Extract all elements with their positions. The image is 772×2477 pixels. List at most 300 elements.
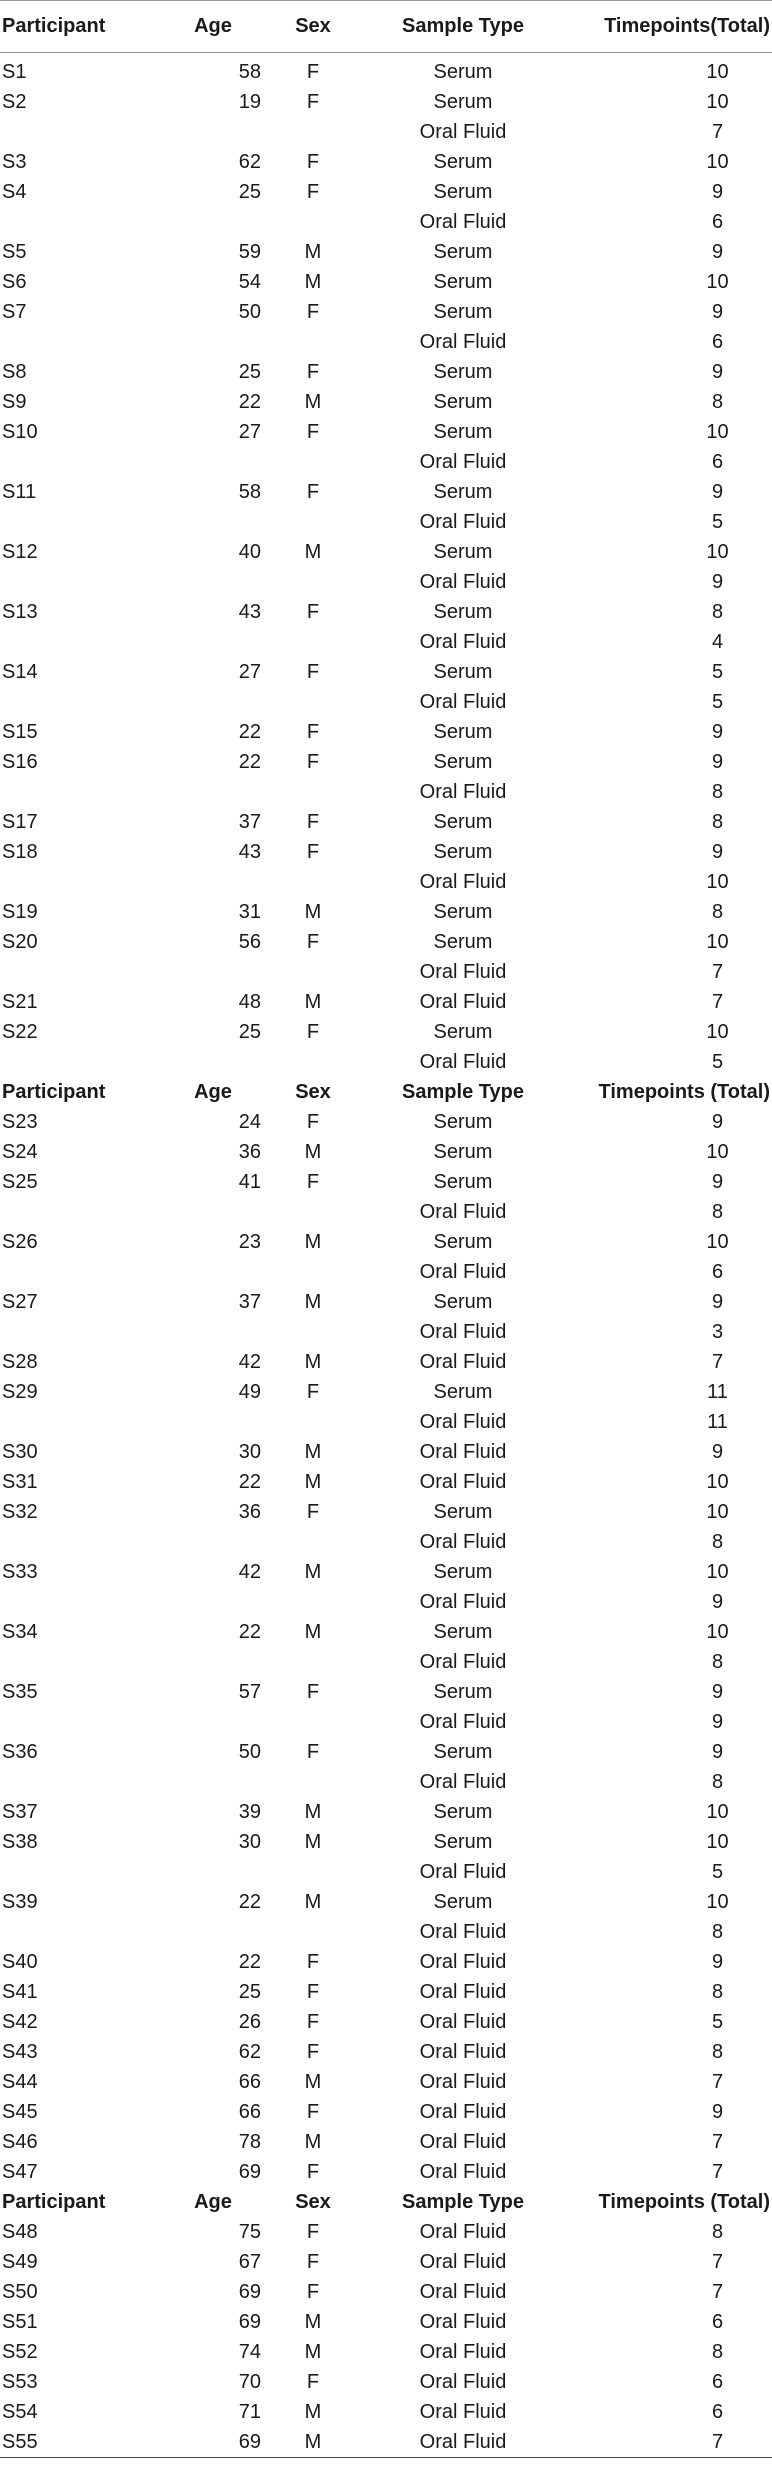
timepoints-cell: 5 — [711, 1051, 724, 1073]
sex-cell: F — [306, 1981, 320, 2003]
sex-cell — [263, 627, 363, 657]
sex-cell: F — [306, 811, 320, 833]
timepoints-cell: 6 — [711, 211, 724, 233]
sample-type-cell: Oral Fluid — [419, 2371, 507, 2393]
sample-type-cell: Serum — [433, 721, 493, 743]
timepoints-cell: 8 — [711, 2341, 724, 2363]
bottom-rule-row — [0, 2458, 772, 2462]
timepoints-cell: 9 — [711, 1741, 724, 1763]
participant-cell — [0, 1197, 163, 1227]
timepoints-cell: 10 — [706, 61, 729, 83]
sex-cell: M — [304, 1621, 322, 1643]
sample-type-cell: Serum — [433, 181, 493, 203]
sample-type-cell: Oral Fluid — [419, 2101, 507, 2123]
header-participant: Participant — [2, 1081, 106, 1103]
participant-cell: S27 — [2, 1291, 38, 1313]
header-participant: Participant — [0, 0, 163, 53]
top-rule — [0, 0, 772, 1]
timepoints-cell: 10 — [706, 871, 729, 893]
header-sample-type: Sample Type — [402, 1081, 524, 1103]
table-row — [0, 2127, 772, 2157]
sex-cell: M — [304, 391, 322, 413]
timepoints-cell: 9 — [711, 1171, 724, 1193]
sample-type-cell: Serum — [433, 811, 493, 833]
sample-type-cell: Serum — [433, 1141, 493, 1163]
sex-cell — [263, 1707, 363, 1737]
sex-cell — [263, 1917, 363, 1947]
sex-cell: F — [306, 1381, 320, 1403]
table-row — [0, 537, 772, 567]
sample-type-cell: Oral Fluid — [419, 1951, 507, 1973]
age-cell: 43 — [238, 841, 261, 863]
participant-cell — [0, 627, 163, 657]
sex-cell: F — [306, 931, 320, 953]
age-cell: 39 — [238, 1801, 261, 1823]
participant-cell: S25 — [2, 1171, 38, 1193]
timepoints-cell: 7 — [711, 2431, 724, 2453]
table-row — [0, 1947, 772, 1977]
sample-type-cell: Serum — [433, 1561, 493, 1583]
sample-type-cell: Serum — [433, 661, 493, 683]
sex-cell: F — [306, 2101, 320, 2123]
sample-type-cell: Oral Fluid — [419, 1651, 507, 1673]
sex-cell — [263, 1257, 363, 1287]
participant-cell: S14 — [2, 661, 38, 683]
sex-cell: M — [304, 2131, 322, 2153]
sample-type-cell: Serum — [433, 241, 493, 263]
age-cell: 36 — [238, 1501, 261, 1523]
sex-cell: F — [306, 721, 320, 743]
table-row — [0, 267, 772, 297]
participant-cell: S20 — [2, 931, 38, 953]
table-row — [0, 327, 772, 357]
sample-type-cell: Serum — [433, 601, 493, 623]
age-cell: 27 — [238, 661, 261, 683]
age-cell: 42 — [238, 1351, 261, 1373]
age-cell: 43 — [238, 601, 261, 623]
sample-type-cell: Serum — [433, 271, 493, 293]
sex-cell: F — [306, 2041, 320, 2063]
age-cell: 25 — [238, 181, 261, 203]
table-row — [0, 1977, 772, 2007]
age-cell — [163, 207, 263, 237]
age-cell: 37 — [238, 1291, 261, 1313]
participant-cell: S28 — [2, 1351, 38, 1373]
timepoints-cell: 4 — [711, 631, 724, 653]
participant-cell — [0, 777, 163, 807]
timepoints-cell: 7 — [711, 991, 724, 1013]
age-cell: 49 — [238, 1381, 261, 1403]
sample-type-cell: Oral Fluid — [419, 631, 507, 653]
table-row — [0, 1887, 772, 1917]
sex-cell: M — [304, 2341, 322, 2363]
header-sex: Sex — [295, 2191, 331, 2213]
participant-cell — [0, 687, 163, 717]
participant-cell: S41 — [2, 1981, 38, 2003]
age-cell: 22 — [238, 1951, 261, 1973]
header-participant: Participant — [2, 2191, 106, 2213]
sample-type-cell: Oral Fluid — [419, 2041, 507, 2063]
sex-cell: F — [306, 751, 320, 773]
age-cell: 74 — [238, 2341, 261, 2363]
participant-cell — [0, 1407, 163, 1437]
participant-cell: S55 — [2, 2431, 38, 2453]
table-row — [0, 1917, 772, 1947]
age-cell: 22 — [238, 751, 261, 773]
table-row — [0, 2157, 772, 2187]
timepoints-cell: 8 — [711, 781, 724, 803]
table-row — [0, 1407, 772, 1437]
table-row — [0, 1107, 772, 1137]
participant-cell: S35 — [2, 1681, 38, 1703]
table-row — [0, 747, 772, 777]
timepoints-cell: 10 — [706, 931, 729, 953]
table-row — [0, 2007, 772, 2037]
table-row — [0, 1257, 772, 1287]
timepoints-cell: 3 — [711, 1321, 724, 1343]
sample-type-cell: Serum — [433, 751, 493, 773]
sex-cell: F — [306, 421, 320, 443]
table-row — [0, 57, 772, 87]
participant-cell: S26 — [2, 1231, 38, 1253]
age-cell — [163, 777, 263, 807]
timepoints-cell: 7 — [711, 2161, 724, 2183]
age-cell: 54 — [238, 271, 261, 293]
participant-cell — [0, 207, 163, 237]
timepoints-cell: 8 — [711, 1651, 724, 1673]
participant-cell: S51 — [2, 2311, 38, 2333]
participant-cell: S40 — [2, 1951, 38, 1973]
sample-type-cell: Oral Fluid — [419, 691, 507, 713]
sample-type-cell: Serum — [433, 1741, 493, 1763]
sample-type-cell: Oral Fluid — [419, 871, 507, 893]
table-row — [0, 387, 772, 417]
age-cell: 71 — [238, 2401, 261, 2423]
sex-cell: F — [306, 91, 320, 113]
table-row — [0, 417, 772, 447]
sex-cell: M — [304, 1801, 322, 1823]
participant-cell: S16 — [2, 751, 38, 773]
age-cell — [163, 1707, 263, 1737]
participant-cell: S6 — [2, 271, 27, 293]
sex-cell — [263, 687, 363, 717]
sex-cell: F — [306, 1951, 320, 1973]
sex-cell: M — [304, 1291, 322, 1313]
sample-type-cell: Oral Fluid — [419, 1051, 507, 1073]
table-row — [0, 837, 772, 867]
sample-type-cell: Serum — [433, 421, 493, 443]
sex-cell: F — [306, 841, 320, 863]
sample-type-cell: Serum — [433, 301, 493, 323]
timepoints-cell: 9 — [711, 2101, 724, 2123]
timepoints-cell: 8 — [711, 811, 724, 833]
sample-type-cell: Serum — [433, 541, 493, 563]
timepoints-cell: 7 — [711, 2071, 724, 2093]
participant-cell: S36 — [2, 1741, 38, 1763]
participant-cell: S44 — [2, 2071, 38, 2093]
timepoints-cell: 9 — [711, 1591, 724, 1613]
header-sex: Sex — [295, 1081, 331, 1103]
sex-cell: M — [304, 271, 322, 293]
bottom-rule — [0, 2458, 772, 2462]
age-cell: 75 — [238, 2221, 261, 2243]
participant-cell: S39 — [2, 1891, 38, 1913]
timepoints-cell: 8 — [711, 901, 724, 923]
sex-cell — [263, 207, 363, 237]
sex-cell: M — [304, 541, 322, 563]
participant-cell: S42 — [2, 2011, 38, 2033]
sample-type-cell: Oral Fluid — [419, 2161, 507, 2183]
timepoints-cell: 9 — [711, 361, 724, 383]
sex-cell: F — [306, 481, 320, 503]
participant-cell — [0, 1317, 163, 1347]
table-row — [0, 1707, 772, 1737]
sample-type-cell: Oral Fluid — [419, 2401, 507, 2423]
sample-type-cell: Oral Fluid — [419, 571, 507, 593]
timepoints-cell: 7 — [711, 1351, 724, 1373]
table-row — [0, 1197, 772, 1227]
sample-type-cell: Oral Fluid — [419, 2251, 507, 2273]
table-row — [0, 657, 772, 687]
participant-cell: S4 — [2, 181, 27, 203]
table-row — [0, 867, 772, 897]
age-cell: 69 — [238, 2281, 261, 2303]
sex-cell: M — [304, 2071, 322, 2093]
participant-cell: S2 — [2, 91, 27, 113]
participant-cell: S23 — [2, 1111, 38, 1133]
sex-cell: F — [306, 601, 320, 623]
timepoints-cell: 5 — [711, 691, 724, 713]
timepoints-cell: 9 — [711, 1951, 724, 1973]
age-cell — [163, 1587, 263, 1617]
table-row — [0, 2277, 772, 2307]
timepoints-cell: 6 — [711, 1261, 724, 1283]
table-row — [0, 1617, 772, 1647]
participant-cell: S10 — [2, 421, 38, 443]
table-row — [0, 1557, 772, 1587]
participant-cell — [0, 1587, 163, 1617]
participant-cell: S13 — [2, 601, 38, 623]
table-row — [0, 2217, 772, 2247]
table-row — [0, 237, 772, 267]
age-cell: 58 — [238, 61, 261, 83]
timepoints-cell: 9 — [711, 481, 724, 503]
sample-type-cell: Oral Fluid — [419, 1771, 507, 1793]
timepoints-cell: 9 — [711, 841, 724, 863]
sample-type-cell: Serum — [433, 61, 493, 83]
age-cell: 66 — [238, 2071, 261, 2093]
table-row — [0, 1377, 772, 1407]
timepoints-cell: 10 — [706, 1231, 729, 1253]
sex-cell — [263, 1407, 363, 1437]
timepoints-cell: 10 — [706, 1801, 729, 1823]
sample-type-cell: Oral Fluid — [419, 1531, 507, 1553]
sample-type-cell: Oral Fluid — [419, 2071, 507, 2093]
age-cell: 41 — [238, 1171, 261, 1193]
header-sample-type: Sample Type — [363, 0, 563, 53]
participant-cell — [0, 327, 163, 357]
participant-cell: S33 — [2, 1561, 38, 1583]
age-cell: 30 — [238, 1831, 261, 1853]
age-cell: 31 — [238, 901, 261, 923]
timepoints-cell: 7 — [711, 961, 724, 983]
sample-type-cell: Oral Fluid — [419, 1921, 507, 1943]
sample-type-cell: Serum — [433, 1381, 493, 1403]
age-cell — [163, 567, 263, 597]
sample-type-cell: Oral Fluid — [419, 331, 507, 353]
participant-cell — [0, 1047, 163, 1077]
sample-type-cell: Oral Fluid — [419, 1321, 507, 1343]
sample-type-cell: Oral Fluid — [419, 511, 507, 533]
sex-cell: F — [306, 61, 320, 83]
sex-cell — [263, 1857, 363, 1887]
participant-cell — [0, 1257, 163, 1287]
sample-type-cell: Oral Fluid — [419, 1471, 507, 1493]
age-cell: 19 — [238, 91, 261, 113]
header-sex: Sex — [263, 0, 363, 53]
table-row — [0, 2397, 772, 2427]
table-row — [0, 2067, 772, 2097]
age-cell — [163, 1047, 263, 1077]
timepoints-cell: 11 — [707, 1381, 728, 1403]
sex-cell: M — [304, 2311, 322, 2333]
timepoints-cell: 7 — [711, 121, 724, 143]
age-cell: 50 — [238, 1741, 261, 1763]
sex-cell: M — [304, 1141, 322, 1163]
table-row — [0, 1047, 772, 1077]
age-cell: 27 — [238, 421, 261, 443]
age-cell: 69 — [238, 2161, 261, 2183]
age-cell — [163, 1767, 263, 1797]
age-cell — [163, 1317, 263, 1347]
age-cell: 70 — [238, 2371, 261, 2393]
table-row — [0, 2337, 772, 2367]
participant-cell: S1 — [2, 61, 27, 83]
sex-cell — [263, 507, 363, 537]
sample-type-cell: Serum — [433, 1891, 493, 1913]
sex-cell: F — [306, 1681, 320, 1703]
participant-cell: S34 — [2, 1621, 38, 1643]
age-cell: 69 — [238, 2311, 261, 2333]
participant-cell: S38 — [2, 1831, 38, 1853]
timepoints-cell: 8 — [711, 391, 724, 413]
table-row — [0, 1647, 772, 1677]
table-row — [0, 567, 772, 597]
table-row — [0, 1497, 772, 1527]
sample-type-cell: Serum — [433, 481, 493, 503]
table-row — [0, 1227, 772, 1257]
participant-cell: S52 — [2, 2341, 38, 2363]
table-row — [0, 957, 772, 987]
table-row — [0, 477, 772, 507]
table-row — [0, 2097, 772, 2127]
participant-cell: S31 — [2, 1471, 38, 1493]
sex-cell — [263, 1527, 363, 1557]
sample-type-cell: Oral Fluid — [419, 2431, 507, 2453]
sample-type-cell: Oral Fluid — [419, 211, 507, 233]
age-cell — [163, 1257, 263, 1287]
sample-type-cell: Oral Fluid — [419, 121, 507, 143]
sample-type-cell: Oral Fluid — [419, 2131, 507, 2153]
age-cell: 50 — [238, 301, 261, 323]
participant-cell: S49 — [2, 2251, 38, 2273]
sample-type-cell: Serum — [433, 1501, 493, 1523]
age-cell: 23 — [238, 1231, 261, 1253]
participant-cell — [0, 1917, 163, 1947]
sample-type-cell: Serum — [433, 1021, 493, 1043]
age-cell: 56 — [238, 931, 261, 953]
table-row — [0, 1737, 772, 1767]
age-cell: 40 — [238, 541, 261, 563]
sex-cell: M — [304, 1441, 322, 1463]
participant-cell: S12 — [2, 541, 38, 563]
timepoints-cell: 10 — [706, 1021, 729, 1043]
sample-type-cell: Oral Fluid — [419, 2341, 507, 2363]
sample-type-cell: Serum — [433, 1111, 493, 1133]
timepoints-cell: 8 — [711, 1201, 724, 1223]
table-row — [0, 687, 772, 717]
age-cell: 25 — [238, 1981, 261, 2003]
participant-cell — [0, 117, 163, 147]
sample-type-cell: Serum — [433, 151, 493, 173]
sex-cell — [263, 1647, 363, 1677]
timepoints-cell: 5 — [711, 2011, 724, 2033]
timepoints-cell: 9 — [711, 241, 724, 263]
sex-cell: M — [304, 991, 322, 1013]
sex-cell: M — [304, 1471, 322, 1493]
sex-cell: F — [306, 2371, 320, 2393]
sex-cell: F — [306, 2161, 320, 2183]
participant-cell: S29 — [2, 1381, 38, 1403]
sex-cell: M — [304, 901, 322, 923]
table-row — [0, 147, 772, 177]
sex-cell: M — [304, 1351, 322, 1373]
participant-cell: S46 — [2, 2131, 38, 2153]
participant-cell: S7 — [2, 301, 27, 323]
timepoints-cell: 10 — [706, 1141, 729, 1163]
sample-type-cell: Oral Fluid — [419, 961, 507, 983]
table-row — [0, 897, 772, 927]
sex-cell — [263, 1197, 363, 1227]
sample-type-cell: Oral Fluid — [419, 1261, 507, 1283]
sex-cell: M — [304, 2431, 322, 2453]
sex-cell — [263, 447, 363, 477]
sex-cell: F — [306, 151, 320, 173]
age-cell — [163, 957, 263, 987]
timepoints-cell: 10 — [706, 1501, 729, 1523]
participant-cell — [0, 957, 163, 987]
age-cell: 48 — [238, 991, 261, 1013]
participant-cell: S9 — [2, 391, 27, 413]
timepoints-cell: 8 — [711, 2041, 724, 2063]
sample-type-cell: Oral Fluid — [419, 2221, 507, 2243]
table-row — [0, 1347, 772, 1377]
timepoints-cell: 7 — [711, 2251, 724, 2273]
header-age: Age — [163, 0, 263, 53]
table-row — [0, 2367, 772, 2397]
sample-type-cell: Serum — [433, 1801, 493, 1823]
sample-type-cell: Serum — [433, 1681, 493, 1703]
participant-cell: S15 — [2, 721, 38, 743]
age-cell: 22 — [238, 1891, 261, 1913]
sex-cell — [263, 867, 363, 897]
table-row — [0, 1017, 772, 1047]
table-row — [0, 2427, 772, 2458]
age-cell: 22 — [238, 721, 261, 743]
age-cell: 78 — [238, 2131, 261, 2153]
timepoints-cell: 9 — [711, 1711, 724, 1733]
participant-cell — [0, 1767, 163, 1797]
